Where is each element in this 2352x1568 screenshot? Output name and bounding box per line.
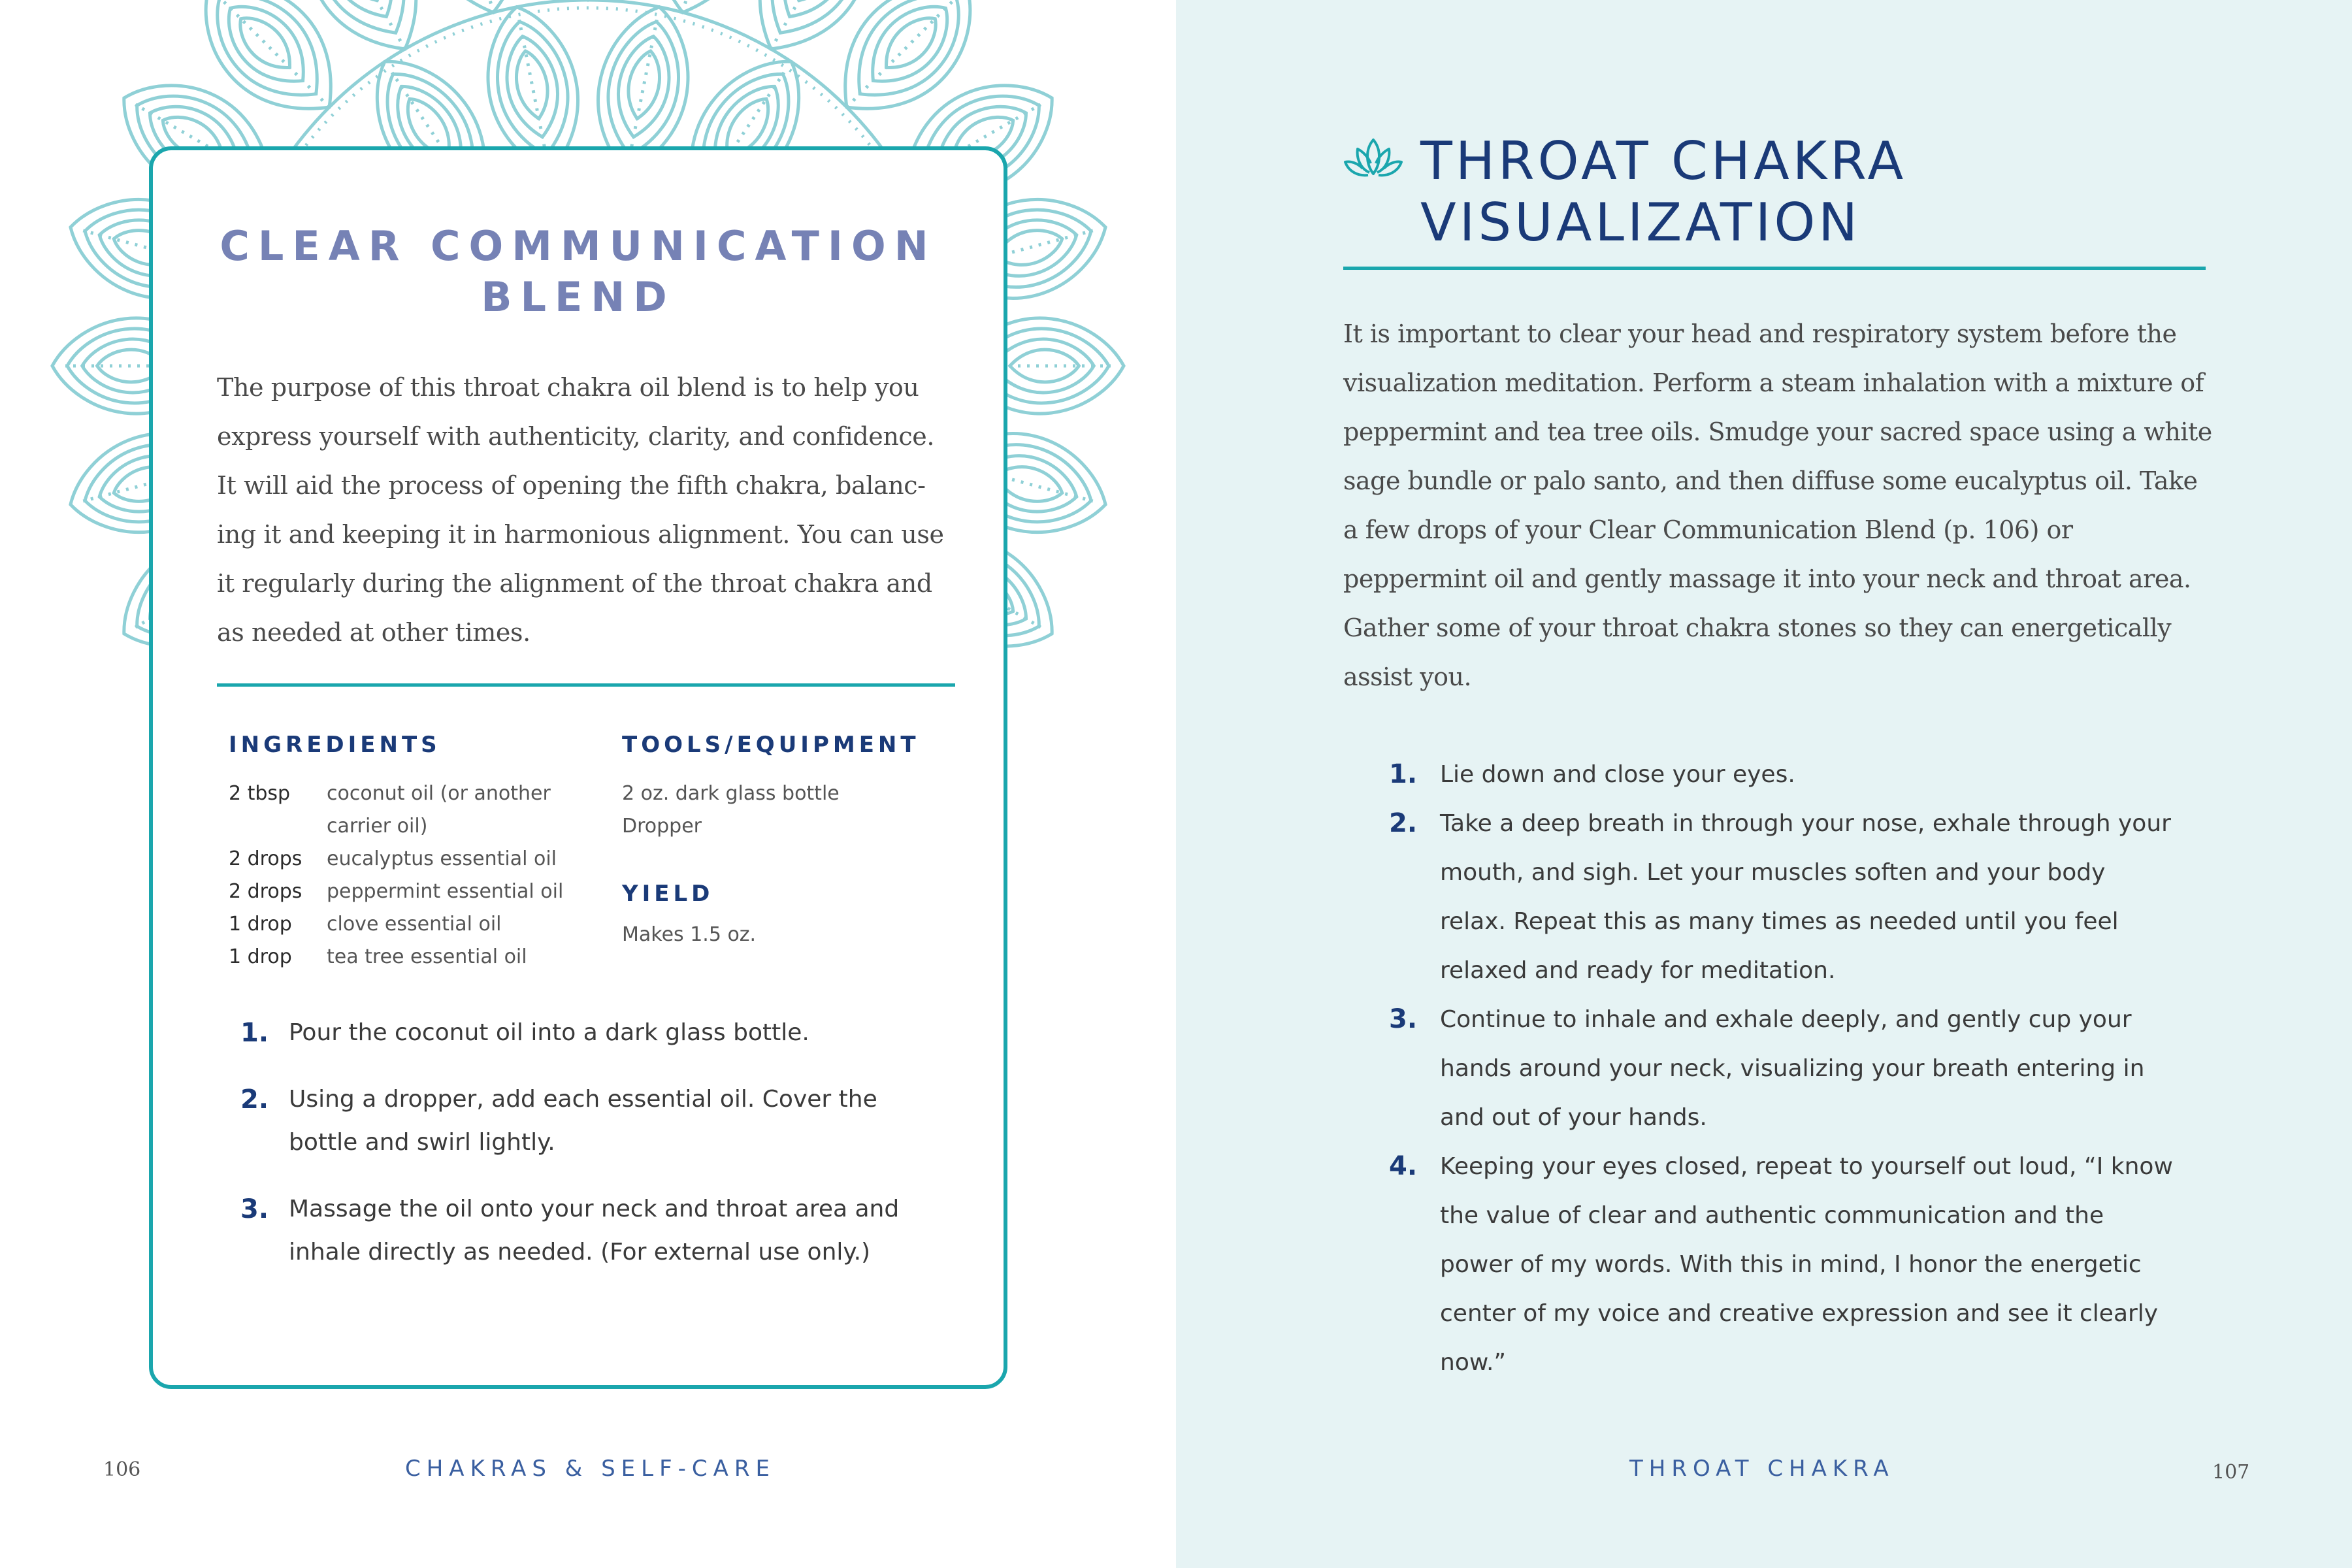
step-text: Continue to inhale and exhale deeply, and gently cup your hands around your neck, visualizing your breath entering in and out of your hands. — [1440, 1006, 2145, 1131]
divider — [1343, 267, 2206, 270]
step-number: 2. — [1389, 808, 1418, 838]
running-head: THROAT CHAKRA — [1629, 1456, 1895, 1482]
divider — [217, 683, 955, 687]
yield-value: Makes 1.5 oz. — [622, 923, 757, 946]
ingredient-row: 2 tbsp coconut oil (or another carrier oil) — [229, 782, 551, 838]
step-number: 3. — [1389, 1004, 1418, 1034]
tools-list — [622, 777, 949, 843]
recipe-step — [240, 1188, 933, 1274]
visualization-intro: It is important to clear your head and respiratory system before the visualization meditation. Perform a steam inhalation with a mixture of peppermint and tea tree oils. Smudge your sacred space using a white sage bundle or palo santo, and then diffuse some eucalyptus oil. Take a few drops of your Clear Communication Blend (p. 106) or peppermint oil and gently massage it into your neck and throat area. Gather some of your throat chakra stones so they can energetically assist you. — [1343, 319, 2212, 691]
running-head: CHAKRAS & SELF-CARE — [405, 1456, 776, 1482]
ingredient-row: 1 drop clove essential oil — [229, 913, 502, 936]
tool-item: 2 oz. dark glass bottle — [622, 782, 840, 805]
recipe-step — [240, 1078, 933, 1164]
lotus-icon — [1343, 135, 1403, 182]
visualization-step — [1389, 799, 2173, 995]
step-number: 1. — [240, 1018, 269, 1048]
ingredients-list — [229, 777, 595, 973]
step-number: 2. — [240, 1085, 269, 1115]
ingredient-row: 1 drop tea tree essential oil — [229, 945, 527, 968]
step-text: Using a dropper, add each essential oil. Cover the bottle and swirl lightly. — [289, 1086, 877, 1156]
right-page — [1176, 0, 2352, 1568]
visualization-step — [1389, 1142, 2173, 1387]
step-text: Keeping your eyes closed, repeat to yourself out loud, “I know the value of clear and authentic communication and the power of my words. With this in mind, I honor the energetic center of my voice and creative expression and see it clearly now.” — [1440, 1153, 2173, 1376]
step-number: 4. — [1389, 1151, 1418, 1181]
visualization-step — [1389, 995, 2173, 1142]
step-number: 1. — [1389, 759, 1418, 789]
tool-item: Dropper — [622, 815, 702, 838]
ingredient-row: 2 drops eucalyptus essential oil — [229, 847, 557, 870]
yield-heading: YIELD — [622, 881, 714, 907]
ingredient-row: 2 drops peppermint essential oil — [229, 880, 564, 903]
tools-heading: TOOLS/EQUIPMENT — [622, 732, 920, 758]
visualization-steps — [1389, 750, 2173, 1387]
recipe-steps — [240, 1011, 933, 1298]
page-number: 107 — [2212, 1461, 2250, 1484]
step-number: 3. — [240, 1194, 269, 1224]
step-text: Take a deep breath in through your nose, exhale through your mouth, and sigh. Let your muscles soften and your body relax. Repeat this as many times as needed until you feel relaxed and ready for meditation. — [1440, 810, 2171, 984]
step-text: Lie down and close your eyes. — [1440, 761, 1795, 788]
page-number: 106 — [103, 1458, 141, 1481]
recipe-step — [240, 1011, 933, 1054]
recipe-card — [149, 146, 1007, 1389]
recipe-title: CLEAR COMMUNICATION BLEND — [220, 222, 937, 321]
visualization-step — [1389, 750, 2173, 799]
page-title: THROAT CHAKRA VISUALIZATION — [1420, 131, 1907, 253]
recipe-intro: The purpose of this throat chakra oil blend is to help you express yourself with authenticity, clarity, and confidence. It will aid the process of opening the fifth chakra, balanc-ing it and keeping it in harmonious alignment. You can use it regularly during the alignment of the throat chakra and as needed at other times. — [217, 373, 944, 647]
ingredients-heading: INGREDIENTS — [229, 732, 441, 758]
step-text: Massage the oil onto your neck and throat area and inhale directly as needed. (For external use only.) — [289, 1196, 900, 1266]
step-text: Pour the coconut oil into a dark glass bottle. — [289, 1019, 809, 1046]
